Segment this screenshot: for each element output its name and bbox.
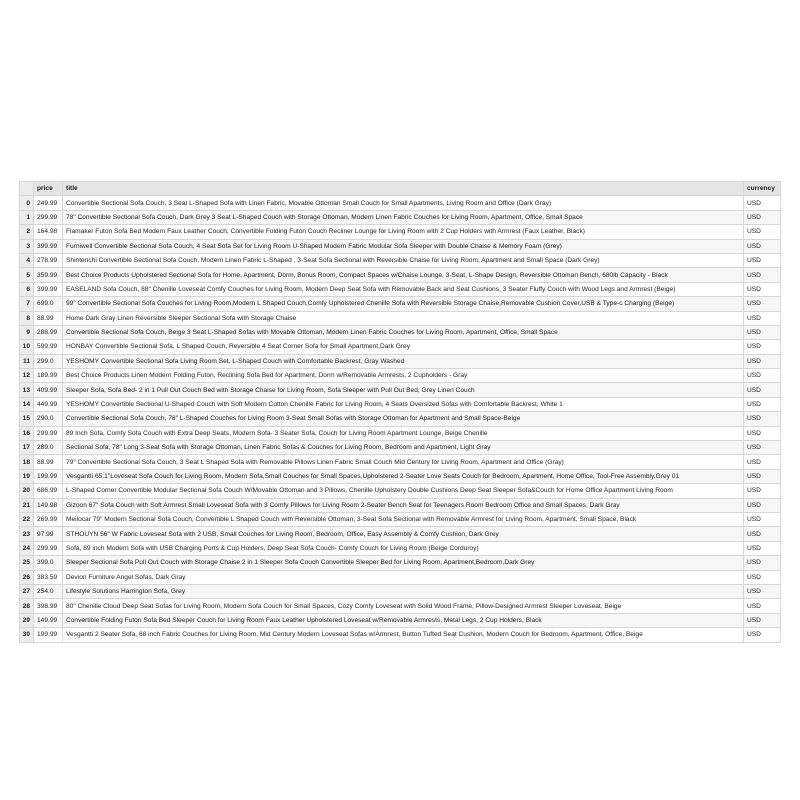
row-index-cell: 20 [20, 484, 34, 498]
table-row [20, 469, 781, 483]
currency-cell: USD [744, 297, 781, 311]
title-cell: Best Choice Products Linen Modern Folding Futon, Reclining Sofa Bed for Apartment, Dorm w/Removable Armrests, 2 Cupholders - Gray [63, 369, 744, 383]
title-cell: Best Choice Products Upholstered Sectional Sofa for Home, Apartment, Dorm, Bonus Room, Compact Spaces w/Chaise Lounge, 3-Seat, L-Shape Design, Reversible Ottoman Bench, 680lb Capacity - Black [63, 268, 744, 282]
row-index-cell: 5 [20, 268, 34, 282]
price-cell: 97.99 [34, 527, 63, 541]
title-cell: Sofa, 89 inch Modern Sofa with USB Charging Ports & Cup Holders, Deep Seat Sofa Couch- Comfy Couch for Living Room (Beige Corduroy) [63, 541, 744, 555]
row-index-cell: 12 [20, 369, 34, 383]
table-row [20, 311, 781, 325]
row-index-cell: 15 [20, 412, 34, 426]
currency-cell: USD [744, 239, 781, 253]
currency-cell: USD [744, 369, 781, 383]
title-cell: 99" Convertible Sectional Sofa Couches for Living Room,Modern L Shaped Couch,Comfy Upholstered Chenille Sofa with Reversible Storage Chaise,Removable Cushion Cover,USB & Type-c Charging (Beige) [63, 297, 744, 311]
dataframe-table [19, 181, 781, 643]
title-cell: 80" Chenille Cloud Deep Seat Sofas for Living Room, Modern Sofa Couch for Small Spaces, Cozy Comfy Loveseat with Solid Wood Frame, Pillow-Designed Armrest Sleeper Loveseat, Beige [63, 599, 744, 613]
price-cell: 399.99 [34, 239, 63, 253]
currency-cell: USD [744, 527, 781, 541]
table-row [20, 455, 781, 469]
currency-cell: USD [744, 397, 781, 411]
row-index-cell: 21 [20, 498, 34, 512]
title-cell: STHOUYN 56" W Fabric Loveseat Sofa with 2 USB, Small Couches for Living Room, Bedroom, Office, Easy Assembly & Comfy Cushion, Dark Grey [63, 527, 744, 541]
table-row [20, 556, 781, 570]
table-row [20, 297, 781, 311]
title-cell: Convertible Folding Futon Sofa Bed Sleeper Couch for Living Room Faux Leather Upholstered Loveseat w/Removable Armrests, Metal Legs, 2 Cup Holders, Black [63, 613, 744, 627]
title-cell: Sleeper Sectional Sofa Pull Out Couch with Storage Chaise 2 in 1 Sleeper Sofa Couch Convertible Sleeper Bed for Living Room, Apartment,Bedroom,Dark Grey [63, 556, 744, 570]
title-cell: EASELAND Sofa Couch, 88" Chenille Loveseat Comfy Couches for Living Room, Modern Deep Seat Sofa with Removable Back and Seat Cushions, 3 Seater Fluffy Couch with Wood Legs and Armrest (Beige) [63, 282, 744, 296]
table-row [20, 441, 781, 455]
title-cell: Meilocar 79" Modern Sectional Sofa Couch, Convertible L Shaped Couch with Reversible Ottoman, 3-Seat Sofa Sectional with Removable Armrest for Living Room, Apartment, Small Space, Black [63, 512, 744, 526]
row-index-cell: 26 [20, 570, 34, 584]
row-index-cell: 22 [20, 512, 34, 526]
price-cell: 449.99 [34, 397, 63, 411]
price-cell: 299.0 [34, 354, 63, 368]
table-row [20, 210, 781, 224]
price-cell: 299.99 [34, 426, 63, 440]
price-cell: 149.99 [34, 613, 63, 627]
row-index-cell: 18 [20, 455, 34, 469]
table-row [20, 628, 781, 642]
price-cell: 399.0 [34, 556, 63, 570]
row-index-cell: 19 [20, 469, 34, 483]
currency-cell: USD [744, 613, 781, 627]
table-row [20, 613, 781, 627]
row-index-cell: 13 [20, 383, 34, 397]
price-cell: 199.99 [34, 628, 63, 642]
price-cell: 399.99 [34, 282, 63, 296]
price-cell: 269.99 [34, 512, 63, 526]
price-cell: 199.99 [34, 469, 63, 483]
currency-cell: USD [744, 484, 781, 498]
table-row [20, 253, 781, 267]
row-index-cell: 14 [20, 397, 34, 411]
row-index-cell: 4 [20, 253, 34, 267]
currency-cell: USD [744, 196, 781, 210]
price-cell: 254.0 [34, 584, 63, 598]
price-cell: 189.99 [34, 369, 63, 383]
price-cell: 299.99 [34, 541, 63, 555]
currency-cell: USD [744, 412, 781, 426]
title-cell: L-Shaped Corner Convertible Modular Sectional Sofa Couch W/Movable Ottoman and 3 Pillows, Chenille Upholstery Double Cushions Deep Seat Sleeper Sofa&Couch for Home Office Apartment Living Room [63, 484, 744, 498]
table-row [20, 527, 781, 541]
price-cell: 599.99 [34, 340, 63, 354]
currency-cell: USD [744, 311, 781, 325]
title-cell: Devion Furniture Angel Sofas, Dark Gray [63, 570, 744, 584]
row-index-cell: 3 [20, 239, 34, 253]
currency-cell: USD [744, 426, 781, 440]
title-cell: Convertible Sectional Sofa Couch, 3 Seat L-Shaped Sofa with Linen Fabric, Movable Ottoman Small Couch for Small Apartments, Living Room and Office (Dark Gray) [63, 196, 744, 210]
currency-cell: USD [744, 282, 781, 296]
currency-cell: USD [744, 498, 781, 512]
price-cell: 699.0 [34, 297, 63, 311]
price-cell: 290.0 [34, 412, 63, 426]
table-row [20, 196, 781, 210]
currency-cell: USD [744, 469, 781, 483]
price-cell: 289.0 [34, 441, 63, 455]
row-index-cell: 24 [20, 541, 34, 555]
row-index-cell: 9 [20, 325, 34, 339]
title-cell: Gizoon 67" Sofa Couch with Soft Armrest Small Loveseat Sofa with 3 Comfy Pillows for Living Room 2-Seater Bench Seat for Teenagers Room Bedroom Office and Small Spaces, Dark Gray [63, 498, 744, 512]
table-row [20, 282, 781, 296]
title-cell: 78" Convertible Sectional Sofa Couch, Dark Grey 3 Seat L-Shaped Couch with Storage Ottoman, Modern Linen Fabric Couches for Living Room, Apartment, Office, Small Space [63, 210, 744, 224]
row-index-cell: 27 [20, 584, 34, 598]
row-index-cell: 10 [20, 340, 34, 354]
table-row [20, 397, 781, 411]
table-row [20, 239, 781, 253]
title-cell: HONBAY Convertible Sectional Sofa, L Shaped Couch, Reversible 4 Seat Corner Sofa for Small Apartment,Dark Grey [63, 340, 744, 354]
price-cell: 249.99 [34, 196, 63, 210]
table-row [20, 369, 781, 383]
price-cell: 383.59 [34, 570, 63, 584]
price-column-header: price [34, 182, 63, 196]
title-cell: 89 Inch Sofa, Comfy Sofa Couch with Extra Deep Seats, Modern Sofa- 3 Seater Sofa, Couch for Living Room Apartment Lounge, Beige Chenille [63, 426, 744, 440]
row-index-cell: 16 [20, 426, 34, 440]
table-row [20, 325, 781, 339]
price-cell: 288.99 [34, 325, 63, 339]
currency-cell: USD [744, 441, 781, 455]
table-row [20, 584, 781, 598]
table-row [20, 570, 781, 584]
dataframe-table-container [19, 181, 780, 643]
header-row [20, 182, 781, 196]
price-cell: 409.99 [34, 383, 63, 397]
currency-cell: USD [744, 340, 781, 354]
currency-cell: USD [744, 210, 781, 224]
title-cell: 79" Convertible Sectional Sofa Couch, 3 Seat L Shaped Sofa with Removable Pillows Linen Fabric Small Couch Mid Century for Living Room, Apartment and Office (Gray) [63, 455, 744, 469]
currency-cell: USD [744, 455, 781, 469]
currency-cell: USD [744, 383, 781, 397]
table-row [20, 484, 781, 498]
row-index-cell: 25 [20, 556, 34, 570]
row-index-cell: 1 [20, 210, 34, 224]
table-row [20, 340, 781, 354]
title-cell: YESHOMY Convertible Sectional Sofa Living Room Set, L-Shaped Couch with Comfortable Backrest, Gray Washed [63, 354, 744, 368]
currency-column-header: currency [744, 182, 781, 196]
currency-cell: USD [744, 225, 781, 239]
row-index-cell: 11 [20, 354, 34, 368]
table-row [20, 541, 781, 555]
row-index-cell: 8 [20, 311, 34, 325]
table-row [20, 354, 781, 368]
currency-cell: USD [744, 354, 781, 368]
index-header [20, 182, 34, 196]
currency-cell: USD [744, 325, 781, 339]
table-row [20, 599, 781, 613]
currency-cell: USD [744, 512, 781, 526]
currency-cell: USD [744, 599, 781, 613]
currency-cell: USD [744, 556, 781, 570]
row-index-cell: 23 [20, 527, 34, 541]
price-cell: 88.99 [34, 455, 63, 469]
table-row [20, 268, 781, 282]
table-row [20, 426, 781, 440]
price-cell: 686.99 [34, 484, 63, 498]
table-row [20, 225, 781, 239]
row-index-cell: 7 [20, 297, 34, 311]
row-index-cell: 6 [20, 282, 34, 296]
title-cell: Vesgantti 2 Seater Sofa, 68 inch Fabric Couches for Living Room, Mid Century Modern Loveseat Sofas w/Armrest, Button Tufted Seat Cushion, Modern Couch for Bedroom, Apartment, Office, Beige [63, 628, 744, 642]
title-cell: Vesgantti 65.1''Loveseat Sofa Couch for Living Room, Modern Sofa,Small Couches for Small Spaces,Upholstered 2-Seater Love Seats Couch for Bedroom, Apartment, Home Office, Tool-Free Assembly,Grey 01 [63, 469, 744, 483]
table-row [20, 412, 781, 426]
currency-cell: USD [744, 253, 781, 267]
row-index-cell: 28 [20, 599, 34, 613]
price-cell: 299.99 [34, 210, 63, 224]
title-cell: Shintenchi Convertible Sectional Sofa Couch, Modern Linen Fabric L-Shaped , 3-Seat Sofa Sectional with Reversible Chaise for Living Room, Apartment and Small Space (Dark Grey) [63, 253, 744, 267]
title-cell: Home Dark Gray Linen Reversible Sleeper Sectional Sofa with Storage Chaise [63, 311, 744, 325]
price-cell: 149.98 [34, 498, 63, 512]
price-cell: 88.99 [34, 311, 63, 325]
title-cell: Sectional Sofa, 78" Long 3-Seat Sofa with Storage Ottoman, Linen Fabric Sofas & Couches for Living Room, Bedroom and Apartment, Light Gray [63, 441, 744, 455]
table-row [20, 512, 781, 526]
currency-cell: USD [744, 268, 781, 282]
currency-cell: USD [744, 541, 781, 555]
title-cell: Lifestyle Solutions Harrington Sofa, Grey [63, 584, 744, 598]
row-index-cell: 30 [20, 628, 34, 642]
price-cell: 398.99 [34, 599, 63, 613]
title-cell: YESHOMY Convertible Sectional U-Shaped Couch with Soft Modern Cotton Chenille Fabric for Living Room, 4 Seats Oversized Sofas with Comfortable Backrest, White 1 [63, 397, 744, 411]
table-header [20, 182, 781, 196]
title-cell: Furniwell Convertible Sectional Sofa Couch, 4 Seat Sofa Set for Living Room U-Shaped Modern Fabric Modular Sofa Sleeper with Double Chaise & Memory Foam (Grey) [63, 239, 744, 253]
price-cell: 164.98 [34, 225, 63, 239]
row-index-cell: 29 [20, 613, 34, 627]
title-cell: Convertible Sectional Sofa Couch, Beige 3 Seat L-Shaped Sofas with Movable Ottoman, Modern Linen Fabric Couches for Living Room, Apartment, Office, Small Space [63, 325, 744, 339]
title-cell: Sleeper Sofa, Sofa Bed- 2 in 1 Pull Out Couch Bed with Storage Chaise for Living Room, Sofa Sleeper with Pull Out Bed, Grey Linen Couch [63, 383, 744, 397]
row-index-cell: 2 [20, 225, 34, 239]
currency-cell: USD [744, 584, 781, 598]
currency-cell: USD [744, 628, 781, 642]
title-cell: Flamaker Futon Sofa Bed Modern Faux Leather Couch, Convertible Folding Futon Couch Recliner Lounge for Living Room with 2 Cup Holders with Armrest (Faux Leather, Black) [63, 225, 744, 239]
title-cell: Convertible Sectional Sofa Couch, 78" L-Shaped Couches for Living Room 3-Seat Small Sofas with Storage Ottoman for Apartment and Small Space-Beige [63, 412, 744, 426]
table-row [20, 383, 781, 397]
price-cell: 359.99 [34, 268, 63, 282]
row-index-cell: 17 [20, 441, 34, 455]
table-row [20, 498, 781, 512]
table-body [20, 196, 781, 642]
row-index-cell: 0 [20, 196, 34, 210]
title-column-header: title [63, 182, 744, 196]
price-cell: 278.99 [34, 253, 63, 267]
currency-cell: USD [744, 570, 781, 584]
